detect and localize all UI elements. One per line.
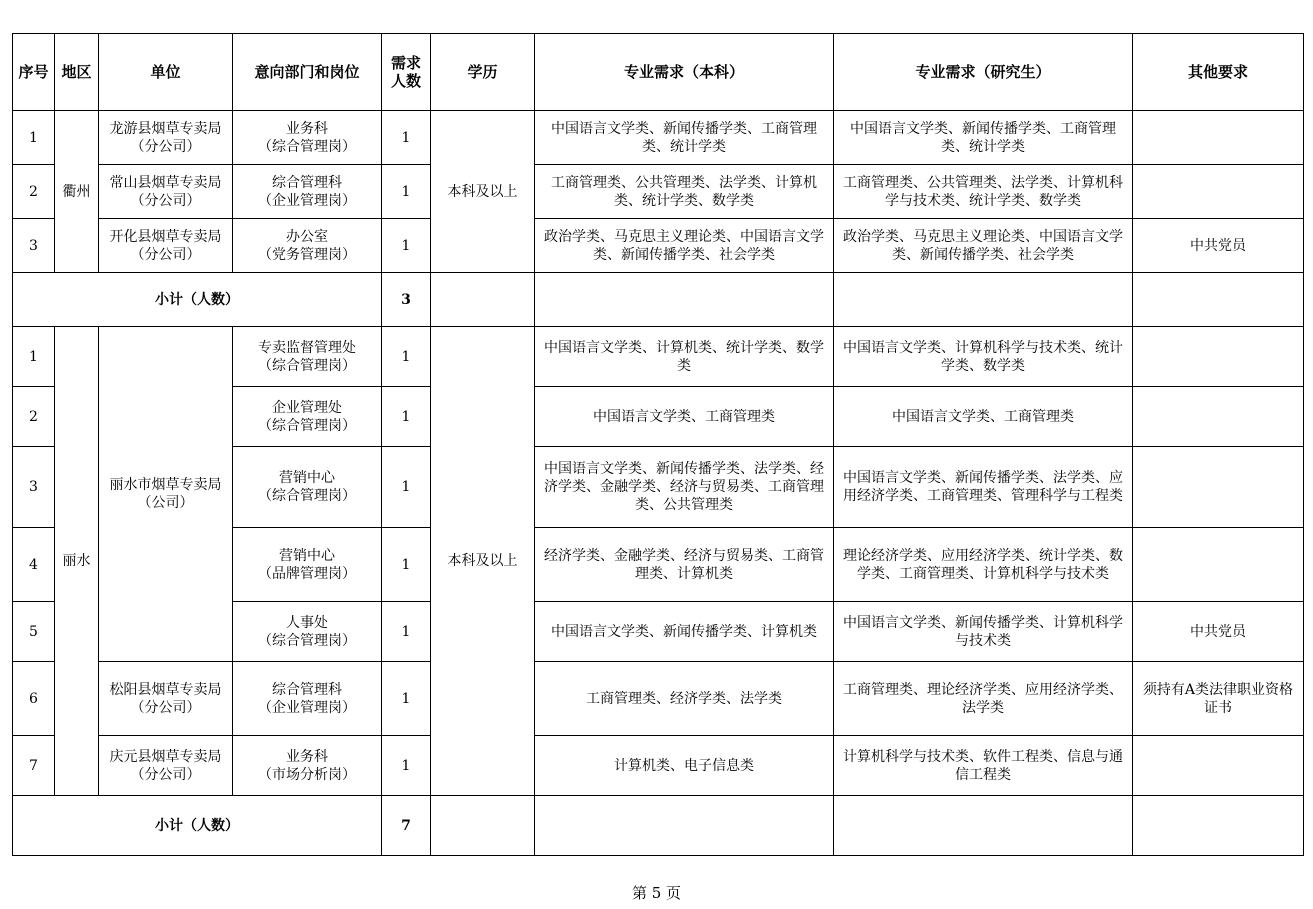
dept-name: 办公室 [286,228,328,245]
cell-major-ug: 经济学类、金融学类、经济与贸易类、工商管理类、计算机类 [535,528,834,602]
header-dept: 意向部门和岗位 [233,34,382,111]
header-major-ug: 专业需求（本科） [535,34,834,111]
header-need [382,34,431,111]
cell-major-ug: 计算机类、电子信息类 [535,736,834,796]
empty-cell [834,273,1133,327]
subtotal-row [13,796,1304,856]
empty-cell [1133,273,1304,327]
header-need-line2: 人数 [390,72,421,90]
cell-seq: 3 [13,447,55,528]
unit-type: （分公司） [130,699,201,716]
cell-seq: 3 [13,219,55,273]
cell-dept [233,219,382,273]
cell-seq: 4 [13,528,55,602]
cell-dept [233,327,382,387]
cell-count: 1 [382,219,431,273]
dept-name: 营销中心 [279,547,335,564]
cell-major-ug: 中国语言文学类、新闻传播学类、法学类、经济学类、金融学类、经济与贸易类、工商管理类、公共管理类 [535,447,834,528]
dept-post: （综合管理岗） [258,357,356,374]
cell-unit [99,219,233,273]
cell-major-pg: 工商管理类、公共管理类、法学类、计算机科学与技术类、统计学类、数学类 [834,165,1133,219]
cell-other [1133,387,1304,447]
cell-dept [233,111,382,165]
cell-other [1133,528,1304,602]
cell-other: 须持有A类法律职业资格证书 [1133,662,1304,736]
unit-name: 开化县烟草专卖局 [109,228,222,245]
table-row [13,165,1304,219]
cell-major-pg: 中国语言文学类、工商管理类 [834,387,1133,447]
cell-seq: 6 [13,662,55,736]
cell-seq: 1 [13,327,55,387]
unit-type: （分公司） [130,138,201,155]
cell-major-pg: 中国语言文学类、新闻传播学类、工商管理类、统计学类 [834,111,1133,165]
cell-unit [99,327,233,662]
cell-other [1133,111,1304,165]
cell-dept [233,662,382,736]
unit-type: （分公司） [130,246,201,263]
table-row [13,111,1304,165]
cell-major-ug: 政治学类、马克思主义理论类、中国语言文学类、新闻传播学类、社会学类 [535,219,834,273]
dept-post: （综合管理岗） [258,632,356,649]
dept-post: （品牌管理岗） [258,565,356,582]
cell-region: 丽水 [55,327,99,796]
cell-other [1133,165,1304,219]
header-unit: 单位 [99,34,233,111]
subtotal-value: 3 [382,273,431,327]
cell-major-pg: 中国语言文学类、新闻传播学类、法学类、应用经济学类、工商管理类、管理科学与工程类 [834,447,1133,528]
cell-dept [233,528,382,602]
subtotal-row [13,273,1304,327]
cell-count: 1 [382,111,431,165]
cell-count: 1 [382,662,431,736]
cell-count: 1 [382,327,431,387]
cell-dept [233,447,382,528]
empty-cell [535,796,834,856]
cell-other [1133,736,1304,796]
subtotal-value: 7 [382,796,431,856]
empty-cell [535,273,834,327]
table-row [13,219,1304,273]
cell-major-ug: 中国语言文学类、新闻传播学类、计算机类 [535,602,834,662]
cell-count: 1 [382,447,431,528]
table-row [13,327,1304,387]
cell-other: 中共党员 [1133,602,1304,662]
unit-type: （分公司） [130,766,201,783]
cell-unit [99,165,233,219]
cell-education: 本科及以上 [431,327,535,796]
dept-name: 业务科 [286,120,328,137]
cell-unit [99,111,233,165]
recruitment-table [12,33,1304,856]
dept-post: （企业管理岗） [258,699,356,716]
empty-cell [431,796,535,856]
unit-name: 丽水市烟草专卖局 [109,477,222,493]
cell-major-pg: 计算机科学与技术类、软件工程类、信息与通信工程类 [834,736,1133,796]
cell-seq: 1 [13,111,55,165]
dept-name: 企业管理处 [272,399,342,416]
empty-cell [834,796,1133,856]
dept-post: （综合管理岗） [258,138,356,155]
dept-name: 专卖监督管理处 [258,339,356,356]
header-row [13,34,1304,111]
dept-name: 综合管理科 [272,174,342,191]
dept-name: 业务科 [286,748,328,765]
table-row [13,662,1304,736]
cell-major-pg: 中国语言文学类、计算机科学与技术类、统计学类、数学类 [834,327,1133,387]
cell-seq: 5 [13,602,55,662]
unit-type: （公司） [137,495,194,511]
header-edu: 学历 [431,34,535,111]
subtotal-label: 小计（人数） [13,796,382,856]
cell-count: 1 [382,602,431,662]
cell-count: 1 [382,736,431,796]
dept-post: （党务管理岗） [258,246,356,263]
header-region: 地区 [55,34,99,111]
cell-count: 1 [382,387,431,447]
header-need-line1: 需求 [390,54,421,72]
cell-other [1133,447,1304,528]
header-seq: 序号 [13,34,55,111]
cell-seq: 2 [13,165,55,219]
cell-region: 衢州 [55,111,99,273]
empty-cell [431,273,535,327]
empty-cell [1133,796,1304,856]
cell-other: 中共党员 [1133,219,1304,273]
cell-major-ug: 中国语言文学类、新闻传播学类、工商管理类、统计学类 [535,111,834,165]
dept-post: （市场分析岗） [258,766,356,783]
cell-education: 本科及以上 [431,111,535,273]
dept-name: 人事处 [286,614,328,631]
cell-unit [99,736,233,796]
cell-major-ug: 工商管理类、经济学类、法学类 [535,662,834,736]
dept-name: 综合管理科 [272,681,342,698]
cell-major-pg: 政治学类、马克思主义理论类、中国语言文学类、新闻传播学类、社会学类 [834,219,1133,273]
cell-dept [233,387,382,447]
unit-name: 龙游县烟草专卖局 [109,120,222,137]
cell-count: 1 [382,165,431,219]
dept-name: 营销中心 [279,470,335,486]
cell-major-ug: 中国语言文学类、计算机类、统计学类、数学类 [535,327,834,387]
cell-unit [99,662,233,736]
dept-post: （企业管理岗） [258,192,356,209]
cell-seq: 2 [13,387,55,447]
cell-other [1133,327,1304,387]
cell-major-ug: 工商管理类、公共管理类、法学类、计算机类、统计学类、数学类 [535,165,834,219]
unit-name: 常山县烟草专卖局 [109,174,222,191]
unit-name: 松阳县烟草专卖局 [109,681,222,698]
page-number: 第 5 页 [631,884,682,902]
table-row [13,736,1304,796]
header-major-pg: 专业需求（研究生） [834,34,1133,111]
cell-major-pg: 工商管理类、理论经济学类、应用经济学类、法学类 [834,662,1133,736]
header-other: 其他要求 [1133,34,1304,111]
dept-post: （综合管理岗） [258,417,356,434]
unit-name: 庆元县烟草专卖局 [109,748,222,765]
cell-major-pg: 中国语言文学类、新闻传播学类、计算机科学与技术类 [834,602,1133,662]
cell-dept [233,165,382,219]
cell-major-pg: 理论经济学类、应用经济学类、统计学类、数学类、工商管理类、计算机科学与技术类 [834,528,1133,602]
cell-dept [233,736,382,796]
cell-count: 1 [382,528,431,602]
dept-post: （综合管理岗） [258,488,356,504]
cell-dept [233,602,382,662]
subtotal-label: 小计（人数） [13,273,382,327]
cell-major-ug: 中国语言文学类、工商管理类 [535,387,834,447]
unit-type: （分公司） [130,192,201,209]
cell-seq: 7 [13,736,55,796]
